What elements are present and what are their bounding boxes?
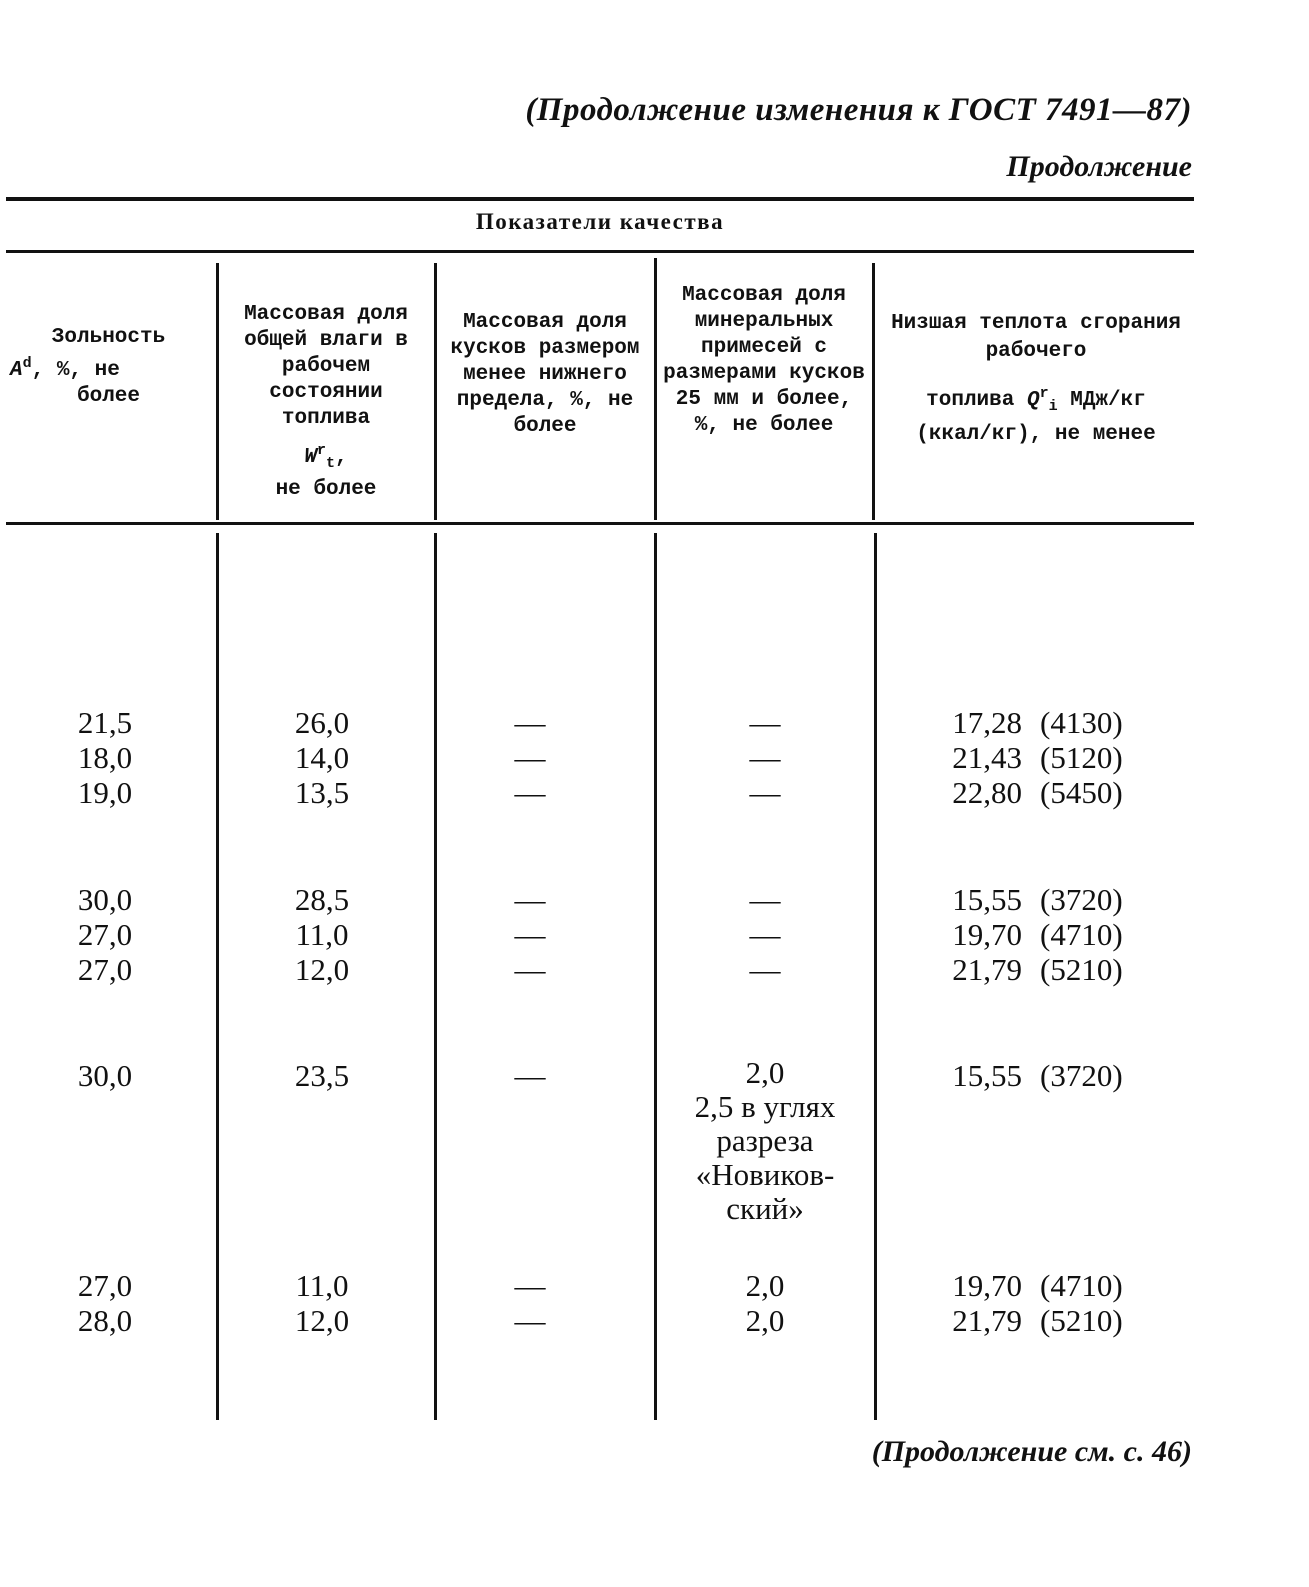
table-cell-moisture xyxy=(252,705,392,810)
moisture-header-last: не более xyxy=(275,478,377,502)
table-cell-mineral xyxy=(660,705,870,810)
column-divider xyxy=(654,258,657,520)
cell-value: 28,0 xyxy=(77,1303,133,1338)
continuation-label: Продолжение xyxy=(1006,150,1192,183)
column-header-ash xyxy=(6,325,211,410)
cell-value: 27,0 xyxy=(77,917,133,952)
cell-value: — xyxy=(514,740,546,775)
cell-value: разреза xyxy=(716,1123,814,1158)
column-header-moisture xyxy=(220,302,432,503)
cell-value: — xyxy=(514,775,546,810)
cell-value: 12,0 xyxy=(294,952,350,987)
heat-header-line2 xyxy=(878,380,1194,421)
header-bottom-rule xyxy=(6,522,1194,525)
cell-value: 21,79 xyxy=(952,1303,1022,1338)
group-title-rule xyxy=(6,250,1194,253)
cell-value: 11,0 xyxy=(295,917,349,952)
column-header-fines xyxy=(440,310,650,440)
cell-value: 2,0 xyxy=(745,1303,785,1338)
ash-superscript: d xyxy=(22,355,32,372)
table-cell-heat-mj xyxy=(880,882,1022,987)
table-cell-ash xyxy=(40,705,170,810)
table-cell-heat-kcal xyxy=(1040,705,1150,810)
cell-value: (4710) xyxy=(1040,1268,1123,1303)
table-cell-moisture xyxy=(252,1268,392,1338)
fines-header-text: Массовая доля кусков размером менее нижнего предела, %, не более xyxy=(450,311,640,438)
column-header-mineral xyxy=(660,283,868,439)
column-divider xyxy=(434,533,437,1420)
cell-value: 12,0 xyxy=(294,1303,350,1338)
table-cell-mineral xyxy=(660,1056,870,1226)
moisture-header-symbol-line xyxy=(220,438,432,477)
cell-value: 15,55 xyxy=(952,1058,1022,1093)
ash-header-line1: Зольность xyxy=(51,326,166,349)
cell-value: (5210) xyxy=(1040,1303,1123,1338)
table-cell-ash xyxy=(40,1268,170,1338)
cell-value: (4130) xyxy=(1040,705,1123,740)
cell-value: 2,0 xyxy=(745,1055,785,1090)
table-cell-fines xyxy=(470,705,590,810)
cell-value: ский» xyxy=(726,1191,804,1226)
table-cell-heat-kcal xyxy=(1040,1058,1150,1093)
cell-value: 2,5 в углях xyxy=(694,1089,836,1124)
cell-value: 30,0 xyxy=(77,1058,133,1093)
table-cell-fines xyxy=(470,1268,590,1338)
cell-value: 30,0 xyxy=(77,882,133,917)
cell-value: — xyxy=(749,705,781,740)
cell-value: 28,5 xyxy=(294,882,350,917)
cell-value: — xyxy=(749,740,781,775)
moisture-superscript: r xyxy=(316,442,326,459)
cell-value: — xyxy=(514,952,546,987)
cell-value: (4710) xyxy=(1040,917,1123,952)
table-cell-heat-mj xyxy=(880,705,1022,810)
cell-value: 17,28 xyxy=(952,705,1022,740)
cell-value: 23,5 xyxy=(294,1058,350,1093)
heat-superscript: r xyxy=(1039,385,1049,402)
cell-value: 11,0 xyxy=(295,1268,349,1303)
ash-header-unit: , %, не xyxy=(31,359,120,382)
table-cell-mineral xyxy=(660,882,870,987)
table-cell-heat-kcal xyxy=(1040,882,1150,987)
cell-value: 21,43 xyxy=(952,740,1022,775)
cell-value: (5210) xyxy=(1040,952,1123,987)
cell-value: — xyxy=(514,917,546,952)
heat-symbol: Q xyxy=(1026,389,1040,412)
column-divider xyxy=(216,533,219,1420)
cell-value: 27,0 xyxy=(77,1268,133,1303)
cell-value: 18,0 xyxy=(77,740,133,775)
ash-symbol: A xyxy=(10,359,23,382)
cell-value: (3720) xyxy=(1040,1058,1123,1093)
group-title: Показатели качества xyxy=(475,209,725,234)
heat-subscript: i xyxy=(1048,398,1058,416)
cell-value: — xyxy=(749,917,781,952)
column-divider xyxy=(872,263,875,520)
column-divider xyxy=(434,263,437,520)
column-header-heat xyxy=(878,310,1194,449)
heat-header-pre: топлива xyxy=(926,389,1015,412)
heat-header-line1: Низшая теплота сгорания рабочего xyxy=(891,312,1181,363)
cell-value: — xyxy=(514,1303,546,1338)
cell-value: 19,70 xyxy=(952,1268,1022,1303)
table-cell-heat-kcal xyxy=(1040,1268,1150,1338)
column-divider xyxy=(654,533,657,1420)
table-cell-heat-mj xyxy=(880,1268,1022,1338)
moisture-subscript: t xyxy=(326,455,336,473)
ash-header-line2 xyxy=(6,351,211,384)
table-cell-fines xyxy=(470,1058,590,1093)
cell-value: 19,0 xyxy=(77,775,133,810)
table-cell-moisture xyxy=(252,882,392,987)
column-divider xyxy=(874,533,877,1420)
cell-value: — xyxy=(514,705,546,740)
table-cell-ash xyxy=(40,882,170,987)
heat-header-line3: (ккал/кг), не менее xyxy=(916,423,1156,447)
cell-value: (3720) xyxy=(1040,882,1123,917)
moisture-symbol: W xyxy=(304,446,317,469)
cell-value: — xyxy=(749,882,781,917)
cell-value: (5450) xyxy=(1040,775,1123,810)
cell-value: 19,70 xyxy=(952,917,1022,952)
table-cell-ash xyxy=(40,1058,170,1093)
moisture-header-text: Массовая доля общей влаги в рабочем состоянии топлива xyxy=(244,303,408,430)
heat-header-unit: МДж/кг xyxy=(1070,389,1146,412)
document-title: (Продолжение изменения к ГОСТ 7491—87) xyxy=(525,92,1192,128)
cell-value: 14,0 xyxy=(294,740,350,775)
cell-value: — xyxy=(749,775,781,810)
cell-value: 2,0 xyxy=(745,1268,785,1303)
cell-value: 21,79 xyxy=(952,952,1022,987)
ash-header-line3: более xyxy=(76,385,140,408)
moisture-symbol-comma: , xyxy=(335,446,348,469)
table-top-rule xyxy=(6,197,1194,201)
table-cell-moisture xyxy=(252,1058,392,1093)
cell-value: 21,5 xyxy=(77,705,133,740)
cell-value: (5120) xyxy=(1040,740,1123,775)
cell-value: 22,80 xyxy=(952,775,1022,810)
cell-value: — xyxy=(514,1268,546,1303)
table-cell-heat-mj xyxy=(880,1058,1022,1093)
cell-value: — xyxy=(749,952,781,987)
continuation-footer: (Продолжение см. с. 46) xyxy=(871,1435,1192,1468)
cell-value: — xyxy=(514,882,546,917)
cell-value: 15,55 xyxy=(952,882,1022,917)
cell-value: 27,0 xyxy=(77,952,133,987)
mineral-header-text: Массовая доля минеральных примесей с размерами кусков 25 мм и более, %, не более xyxy=(663,284,865,437)
cell-value: 26,0 xyxy=(294,705,350,740)
table-cell-mineral xyxy=(660,1268,870,1338)
cell-value: 13,5 xyxy=(294,775,350,810)
cell-value: — xyxy=(514,1058,546,1093)
column-divider xyxy=(216,263,219,520)
cell-value: «Новиков- xyxy=(695,1157,835,1192)
table-cell-fines xyxy=(470,882,590,987)
